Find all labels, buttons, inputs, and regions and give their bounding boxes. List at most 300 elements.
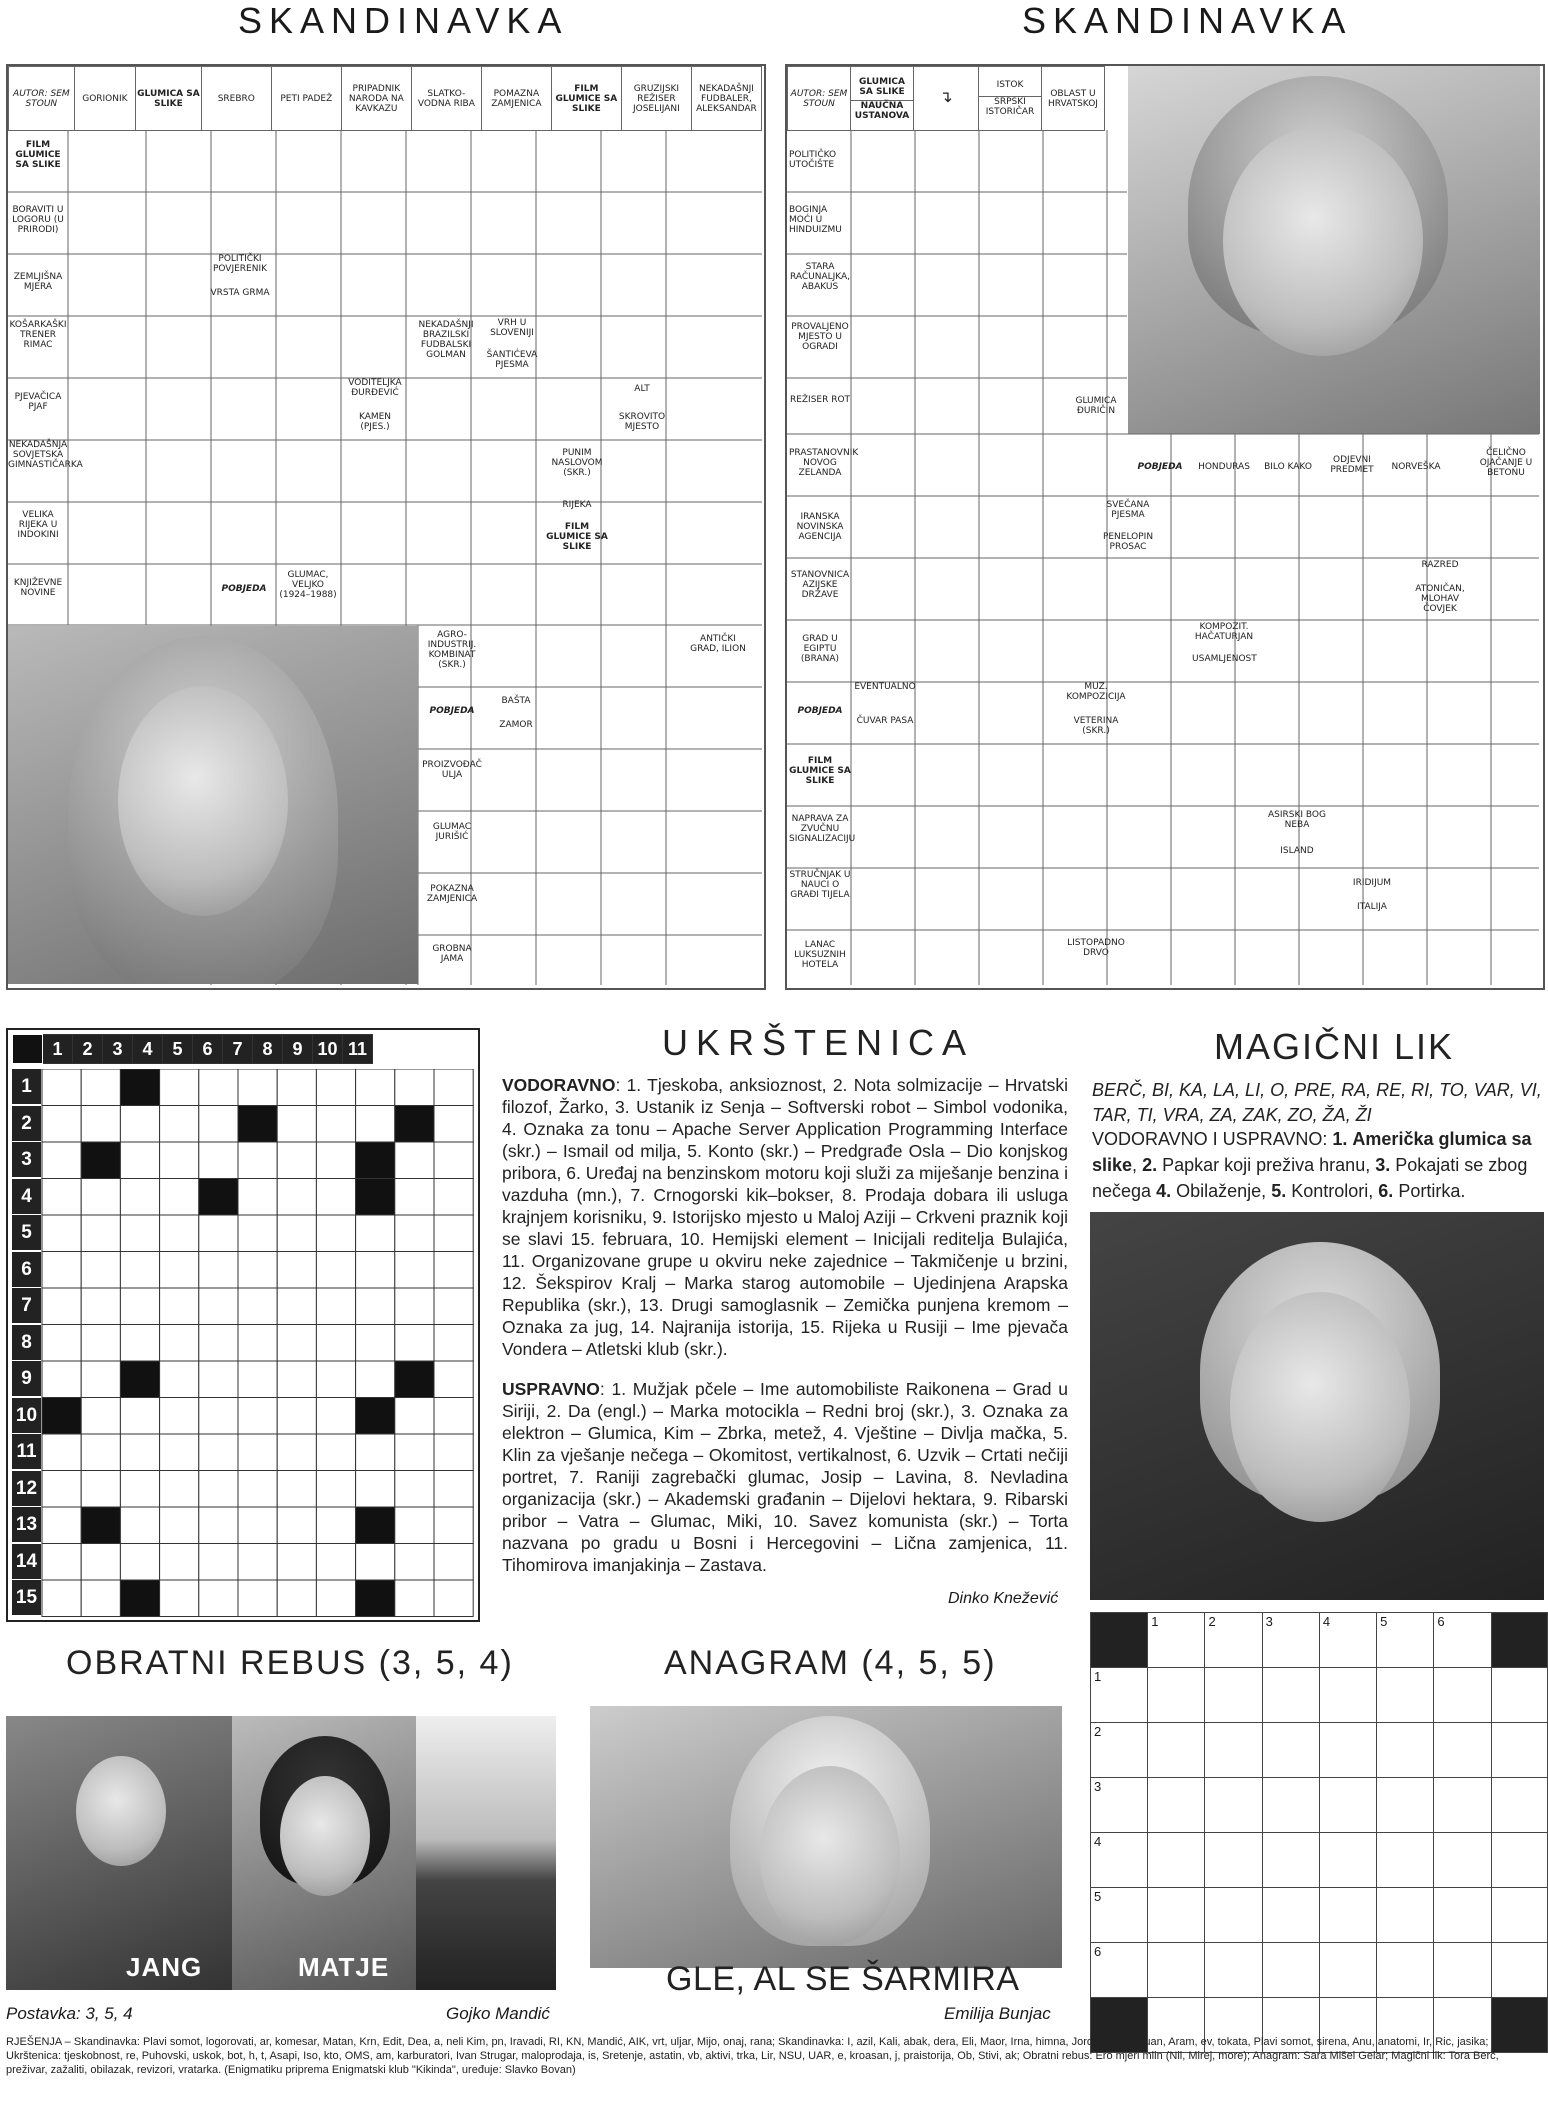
corner-cell: [1091, 1613, 1148, 1668]
grid-cell: [277, 1215, 316, 1252]
grid-cell: [238, 1325, 277, 1362]
clue-cell: ISLAND: [1280, 846, 1314, 856]
magicni-syllables: BERČ, BI, KA, LA, LI, O, PRE, RA, RE, RI, TO, VAR, VI, TAR, TI, VRA, ZA, ZAK, ZO, ŽA, ŽI: [1092, 1080, 1542, 1125]
grid-cell: [434, 1179, 473, 1216]
grid-cell: [81, 1471, 120, 1508]
grid-cell: [42, 1434, 81, 1471]
grid-cell: [120, 1507, 159, 1544]
clue-cell: VODITELJKA ĐURĐEVIĆ: [348, 378, 402, 398]
grid-cell: [238, 1252, 277, 1289]
grid-cell: [316, 1471, 355, 1508]
clue-cell: BILO KAKO: [1264, 462, 1312, 472]
grid-cell: [199, 1252, 238, 1289]
grid-cell: [238, 1544, 277, 1581]
clue-cell: PROIZVOĐAČ ULJA: [422, 760, 482, 780]
grid-cell: [316, 1361, 355, 1398]
clue-cell: OBLAST U HRVATSKOJ: [1042, 67, 1105, 131]
grid-cell: [199, 1142, 238, 1179]
grid-cell: [356, 1252, 395, 1289]
anagram-phrase: GLE, AL SE ŠARMIRA: [666, 1960, 1020, 1998]
grid-cell: [120, 1434, 159, 1471]
grid-cell: [160, 1288, 199, 1325]
grid-cell: [395, 1580, 434, 1617]
grid-cell: [434, 1507, 473, 1544]
grid-cell: [120, 1325, 159, 1362]
grid-cell: [395, 1434, 434, 1471]
row-number: 8: [12, 1325, 41, 1360]
grid-cell: 1: [1091, 1668, 1148, 1723]
grid-cell: [434, 1252, 473, 1289]
grid-cell: 3: [1091, 1778, 1148, 1833]
clue-cell: EVENTUALNO: [854, 682, 916, 692]
grid-cell: [81, 1398, 120, 1435]
grid-cell: [277, 1252, 316, 1289]
clue-cell: ZEMLJIŠNA MJERA: [13, 272, 63, 292]
clue-cell: POKAZNA ZAMJENICA: [426, 884, 478, 904]
clue-cell: SREBRO: [201, 67, 271, 131]
arrow-icon: ↴: [939, 87, 953, 106]
ukrstenica-grid: [12, 1034, 373, 1064]
obratni-rebus-title: OBRATNI REBUS (3, 5, 4): [66, 1644, 514, 1682]
row-number: 14: [12, 1544, 41, 1579]
corner-cell: [1491, 1613, 1547, 1668]
magicni-instructions: VODORAVNO I USPRAVNO: 1. Američka glumica sa slike, 2. Papkar koji preživa hranu, 3. Pokajati se zbog nečega 4. Obilaženje, 5. Kontrolori, 6. Portirka.: [1092, 1129, 1532, 1201]
row-number: 12: [12, 1471, 41, 1506]
clue-cell: NEKADAŠNJI BRAZILSKI FUDBALSKI GOLMAN: [418, 320, 474, 360]
grid-cell: [356, 1106, 395, 1143]
item-number: 3.: [1375, 1155, 1391, 1175]
row-number: 11: [12, 1434, 41, 1469]
actress-photo: [8, 626, 418, 984]
grid-cell: [277, 1142, 316, 1179]
grid-cell: [199, 1580, 238, 1617]
grid-cell: [238, 1398, 277, 1435]
clue-cell: LANAC LUKSUZNIH HOTELA: [794, 940, 846, 970]
clue-cell: GLUMICA SA SLIKE: [136, 67, 202, 131]
grid-cell: 4: [1319, 1613, 1376, 1668]
grid-cell: [395, 1398, 434, 1435]
row-number: 6: [12, 1252, 41, 1287]
grid-cell: [395, 1288, 434, 1325]
grid-cell: [356, 1434, 395, 1471]
vodoravno-clues: [502, 1074, 1068, 1360]
grid-cell: [395, 1215, 434, 1252]
grid-cell: [160, 1580, 199, 1617]
grid-cell: [434, 1288, 473, 1325]
item-text: Američka glumica sa slike: [1092, 1129, 1532, 1175]
grid-cell: [42, 1288, 81, 1325]
clue-cell: GLUMAC JURIŠIĆ: [432, 822, 472, 842]
clue-cell: ČELIČNO OJAČANJE U BETONU: [1479, 448, 1533, 478]
grid-cell: [42, 1544, 81, 1581]
grid-cell: [238, 1288, 277, 1325]
grid-cell: [277, 1544, 316, 1581]
clue-cell: BOGINJA MOĆI U HINDUIZMU: [789, 205, 842, 235]
grid-cell: [42, 1106, 81, 1143]
clue-cell: ATONIČAN, MLOHAV ČOVJEK: [1415, 584, 1465, 614]
grid-cell: [395, 1252, 434, 1289]
grid-cell: [277, 1288, 316, 1325]
ukrstenica-title: UKRŠTENICA: [662, 1022, 975, 1063]
col-number: 6: [193, 1035, 223, 1064]
grid-cell: [356, 1069, 395, 1106]
black-cell: [356, 1142, 395, 1179]
vodoravno-text: : 1. Tjeskoba, anksioznost, 2. Nota solmizacije – Hrvatski filozof, Žarko, 3. Ustanik iz Senja – Softverski robot – Simbol vodonika, 4. Oznaka za tonu – Apache Server Application Programming Interface (skr.) – Ismail od milja, 5. Konto (skr.) – Predgrađe Osla – Dio konjskog pribora, 6. Uređaj na benzinskom motoru koji služi za miješanje benzina i vazduha (mn.), 7. Crnogorski kik–bokser, 8. Prodaja dobara ili usluga krajnjem korisniku, 9. Istorijsko mjesto u Maloj Aziji – Crkveni praznik koji se slavi 15. februara, 10. Hemijski element – Inicijali reditelja Bulajića, 11. Organizovane grupe u okviru neke zajednice – Takmičenje u brzini, 12. Šekspirov Kralj – Marka starog automobile – Ujedinjena Arapska Republika (skr.), 13. Drugi samoglasnik – Zemička punjena kremom – Oznaka za jug, 14. Najranija istorija, 15. Rijeka u Rusiji – Ime pjevača Vondera – Atletski klub (skr.).: [502, 1075, 1068, 1359]
grid-cell: [42, 1252, 81, 1289]
clue-cell: STANOVNICA AZIJSKE DRŽAVE: [790, 570, 850, 600]
clue-cell: STRUČNJAK U NAUCI O GRAĐI TIJELA: [789, 870, 851, 900]
grid-cell: [81, 1252, 120, 1289]
clue-cell: FILM GLUMICE SA SLIKE: [551, 67, 621, 131]
clue-cell: POBJEDA: [797, 706, 843, 716]
grid-cell: [316, 1434, 355, 1471]
solutions-text: RJEŠENJA – Skandinavka: Plavi somot, logorovati, ar, komesar, Matan, Krn, Edit, Dea, a, neli Kim, pn, Iravadi, RI, KN, Mandić, AIK, vrt, uljar, Mijo, onaj, rana; Skandinavka: I, azil, Kali, abak, dera, Eli, Maor, Irna, himna, Jordanka, r, Asuan, Aram, ev, tokata, Plavi somot, sirena, Anu, anatomi, Ir, Ric, jasika; Ukrštenica: tjeskobnost, re, Puhovski, uskok, bot, h, t, Asapi, Iso, kto, OMS, am, karburatori, Ivan Strugar, maloprodaja, is, Sretenje, astatin, vb, aktivi, trka, Lir, NSU, UAR, e, kroasan, j, praistorija, Ob, Stivi, ak; Obratni rebus: Ero mjeri mlin (Nil, Mirej, more); Anagram: Sara Mišel Gelar; Magični lik: Tora Berč, preživar, zažaliti, obilazak, revizori, vratarka. (Enigmatiku priprema Enigmatski klub "Kikinda", uređuje: Slavko Bovan): [6, 2036, 1499, 2076]
magicni-lik-grid: [1090, 1612, 1548, 2053]
clue-cell: GORIONIK: [74, 67, 135, 131]
grid-cell: [395, 1142, 434, 1179]
row-number: 13: [12, 1507, 41, 1542]
item-text: Portirka: [1398, 1181, 1461, 1201]
clue-cell: VETERINA (SKR.): [1073, 716, 1119, 736]
grid-cell: [160, 1544, 199, 1581]
rebus-label: JANG: [126, 1952, 203, 1982]
clue-cell: STARA RAČUNALJKA, ABAKUS: [789, 262, 851, 292]
grid-cell: [277, 1471, 316, 1508]
grid-cell: [81, 1325, 120, 1362]
grid-cell: [356, 1361, 395, 1398]
grid-cell: [356, 1471, 395, 1508]
row-number: 2: [12, 1106, 41, 1141]
col-number: 5: [163, 1035, 193, 1064]
item-number: 5.: [1271, 1181, 1287, 1201]
grid-cell: 2: [1091, 1723, 1148, 1778]
rebus-photo-sea: [416, 1716, 556, 1990]
instruction-label: VODORAVNO I USPRAVNO:: [1092, 1129, 1328, 1149]
grid-cell: [316, 1179, 355, 1216]
grid-cell: [160, 1069, 199, 1106]
col-number: 8: [253, 1035, 283, 1064]
grid-cell: [42, 1471, 81, 1508]
grid-cell: [434, 1544, 473, 1581]
clue-cell: POMAZNA ZAMJENICA: [481, 67, 551, 131]
clue-cell: POBJEDA: [1137, 462, 1183, 472]
row-number: 5: [12, 1215, 41, 1250]
grid-cell: [160, 1179, 199, 1216]
grid-cell: [81, 1434, 120, 1471]
clue-cell: GRAD U EGIPTU (BRANA): [800, 634, 840, 664]
grid-cell: [238, 1507, 277, 1544]
black-cell: [120, 1361, 159, 1398]
grid-cell: [356, 1544, 395, 1581]
grid-cell: [356, 1288, 395, 1325]
item-number: 6.: [1378, 1181, 1394, 1201]
clue-cell: SLATKO-VODNA RIBA: [411, 67, 481, 131]
clue-cell: ALT: [634, 384, 650, 394]
clue-cell: PJEVAČICA PJAF: [14, 392, 62, 412]
grid-cell: [120, 1106, 159, 1143]
grid-cell: [160, 1106, 199, 1143]
clue-cell: VRSTA GRMA: [210, 288, 270, 298]
clue-cell: GLUMAC, VELJKO (1924–1988): [279, 570, 337, 600]
black-cell: [395, 1106, 434, 1143]
black-cell: [238, 1106, 277, 1143]
clue-cell: ISTOK: [996, 80, 1024, 90]
grid-cell: [316, 1398, 355, 1435]
grid-cell: [238, 1069, 277, 1106]
clue-cell: KOŠARKAŠKI TRENER RIMAC: [9, 320, 67, 350]
clue-cell: NAUČNA USTANOVA: [851, 100, 913, 121]
clue-cell: POLITIČKI POVJERENIK: [212, 254, 268, 274]
rebus-photo-singer: [6, 1716, 232, 1990]
actress-photo: [1090, 1212, 1544, 1600]
clue-cell: MUZ. KOMPOZICIJA: [1066, 682, 1126, 702]
grid-cell: 6: [1434, 1613, 1491, 1668]
grid-cell: [199, 1106, 238, 1143]
clue-cell: FILM GLUMICE SA SLIKE: [15, 140, 61, 170]
ukrstenica-author: Dinko Knežević: [948, 1590, 1059, 1607]
left-skandinavka-header: [8, 66, 762, 131]
clue-cell: BAŠTA: [501, 696, 531, 706]
row-number: 3: [12, 1142, 41, 1177]
clue-cell: NEKADAŠNJA SOVJETSKA GIMNASTIČARKA: [8, 440, 83, 470]
anagram-title: ANAGRAM (4, 5, 5): [664, 1644, 997, 1682]
clue-cell: ZAMOR: [499, 720, 533, 730]
rebus-label: MATJE: [298, 1952, 390, 1982]
grid-cell: [160, 1471, 199, 1508]
grid-cell: [316, 1069, 355, 1106]
grid-cell: [199, 1398, 238, 1435]
grid-cell: [81, 1288, 120, 1325]
grid-cell: [434, 1580, 473, 1617]
grid-cell: [277, 1325, 316, 1362]
clue-cell: PENELOPIN PROSAC: [1102, 532, 1154, 552]
right-grid-lines: [787, 130, 1539, 985]
grid-cell: [395, 1471, 434, 1508]
grid-cell: [42, 1069, 81, 1106]
clue-cell: BORAVITI U LOGORU (U PRIRODI): [12, 205, 64, 235]
grid-cell: [81, 1179, 120, 1216]
grid-cell: [120, 1179, 159, 1216]
grid-cell: 5: [1377, 1613, 1434, 1668]
clue-cell: POBJEDA: [429, 706, 475, 716]
clue-cell: NEKADAŠNJI FUDBALER, ALEKSANDAR: [691, 67, 761, 131]
clue-cell: KOMPOZIT. HAČATURJAN: [1194, 622, 1254, 642]
grid-cell: [434, 1471, 473, 1508]
row-number: 4: [12, 1179, 41, 1214]
grid-cell: [434, 1434, 473, 1471]
grid-cell: [81, 1215, 120, 1252]
clue-cell: ITALIJA: [1357, 902, 1387, 912]
clue-cell: REŽISER ROT: [789, 395, 851, 405]
item-text: Papkar koji preživa hranu: [1162, 1155, 1366, 1175]
author-clue: AUTOR: SEM STOUN: [9, 67, 75, 131]
clue-cell: VRH U SLOVENIJI: [490, 318, 534, 338]
grid-cell: [238, 1179, 277, 1216]
grid-cell: [238, 1361, 277, 1398]
grid-cell: [316, 1252, 355, 1289]
grid-cell: [42, 1142, 81, 1179]
grid-cell: [160, 1325, 199, 1362]
left-puzzle-title: SKANDINAVKA: [238, 0, 569, 41]
grid-cell: [120, 1142, 159, 1179]
clue-cell: PUNIM NASLOVOM (SKR.): [551, 448, 603, 478]
clue-cell: ŠANTIĆEVA PJESMA: [486, 350, 538, 370]
black-cell: [199, 1179, 238, 1216]
right-puzzle-title: SKANDINAVKA: [1022, 0, 1353, 41]
grid-cell: [42, 1215, 81, 1252]
anagram-photo: [590, 1706, 1062, 1968]
grid-cell: [434, 1398, 473, 1435]
black-cell: [120, 1580, 159, 1617]
black-cell: [120, 1069, 159, 1106]
black-cell: [356, 1507, 395, 1544]
rebus-postavka: Postavka: 3, 5, 4: [6, 2004, 133, 2023]
uspravno-text: : 1. Mužjak pčele – Ime automobiliste Raikonena – Grad u Siriji, 2. Da (engl.) – Marka motocikla – Redni broj (skr.), 3. Oznaka za elektron – Glumica, Kim – Zbrka, metež, 4. Vještine – Divlja mačka, 5. Klin za vješanje nečega – Okomitost, vertikalnost, 6. Uzvik – Crtati nečiji portret, 7. Raniji zagrebački glumac, Josip – Lavina, 8. Nevladina organizacija (skr.) – Akademski građanin – Dijelovi hektara, 9. Ribarski pribor – Vatra – Glumac, Miki, 10. Savez komunista (skr.) – Torta nazvana po gradu u Bosni i Hercegovini – Lična zamjenica, 11. Tihomirova imanjakinja – Zastava.: [502, 1379, 1068, 1575]
clue-cell: PETI PADEŽ: [271, 67, 341, 131]
clue-cell: AGRO-INDUSTRIJ. KOMBINAT (SKR.): [427, 630, 477, 670]
grid-cell: [434, 1106, 473, 1143]
uspravno-clues: [502, 1378, 1068, 1576]
clue-cell: PROVALJENO MJESTO U OGRADI: [791, 322, 849, 352]
grid-cell: [199, 1544, 238, 1581]
clue-cell: ODJEVNI PREDMET: [1330, 455, 1374, 475]
grid-cell: [42, 1361, 81, 1398]
row-number: 7: [12, 1288, 41, 1323]
clue-cell: GLUMICA SA SLIKE: [859, 76, 905, 97]
grid-cell: [277, 1361, 316, 1398]
grid-cell: 6: [1091, 1943, 1148, 1998]
grid-cell: [316, 1507, 355, 1544]
grid-cell: [81, 1106, 120, 1143]
clue-cell: RIJEKA: [562, 500, 592, 510]
clue-cell: NAPRAVA ZA ZVUČNU SIGNALIZACIJU: [789, 814, 856, 844]
clue-cell: GROBNA JAMA: [432, 944, 472, 964]
clue-cell: PRIPADNIK NARODA NA KAVKAZU: [341, 67, 411, 131]
grid-cell: [199, 1361, 238, 1398]
clue-cell: RAZRED: [1421, 560, 1459, 570]
grid-cell: [199, 1325, 238, 1362]
grid-cell: [395, 1507, 434, 1544]
grid-cell: [434, 1361, 473, 1398]
black-cell: [356, 1179, 395, 1216]
vodoravno-label: VODORAVNO: [502, 1075, 616, 1095]
grid-cell: [395, 1179, 434, 1216]
grid-cell: [199, 1507, 238, 1544]
grid-cell: 1: [1148, 1613, 1205, 1668]
grid-cell: [277, 1069, 316, 1106]
clue-cell: SVEČANA PJESMA: [1106, 500, 1150, 520]
grid-cell: [160, 1142, 199, 1179]
clue-cell: SRPSKI ISTORIČAR: [979, 96, 1041, 117]
black-cell: [395, 1361, 434, 1398]
grid-cell: [199, 1069, 238, 1106]
grid-cell: [42, 1580, 81, 1617]
grid-cell: 2: [1205, 1613, 1262, 1668]
grid-cell: [160, 1361, 199, 1398]
clue-cell: HONDURAS: [1198, 462, 1250, 472]
grid-cell: [81, 1544, 120, 1581]
black-cell: [81, 1507, 120, 1544]
col-number: 2: [73, 1035, 103, 1064]
grid-cell: [316, 1544, 355, 1581]
grid-cell: [160, 1507, 199, 1544]
grid-cell: [199, 1434, 238, 1471]
grid-cell: [277, 1179, 316, 1216]
grid-cell: [238, 1142, 277, 1179]
item-text: Kontrolori: [1291, 1181, 1369, 1201]
clue-cell: ANTIČKI GRAD, ILION: [690, 634, 746, 654]
grid-cell: [120, 1471, 159, 1508]
grid-cell: 4: [1091, 1833, 1148, 1888]
grid-cell: [434, 1325, 473, 1362]
grid-cell: [199, 1215, 238, 1252]
grid-cell: [277, 1507, 316, 1544]
uspravno-label: USPRAVNO: [502, 1379, 600, 1399]
col-number: 1: [43, 1035, 73, 1064]
grid-cell: [120, 1215, 159, 1252]
clue-cell: PRASTANOVNIK NOVOG ZELANDA: [789, 448, 859, 478]
grid-cell: [395, 1544, 434, 1581]
grid-cell: [395, 1325, 434, 1362]
row-number: 15: [12, 1580, 41, 1615]
col-number: 10: [313, 1035, 343, 1064]
grid-cell: [356, 1325, 395, 1362]
author-clue: AUTOR: SEM STOUN: [788, 67, 851, 131]
grid-cell: [13, 1035, 43, 1064]
rebus-author: Gojko Mandić: [446, 2004, 550, 2023]
item-number: 4.: [1156, 1181, 1172, 1201]
col-number: 11: [343, 1035, 373, 1064]
grid-cell: [277, 1434, 316, 1471]
magicni-lik-title: MAGIČNI LIK: [1214, 1026, 1455, 1067]
clue-cell: VELIKA RIJEKA U INDOKINI: [17, 510, 59, 540]
grid-cell: [238, 1580, 277, 1617]
grid-cell: [277, 1106, 316, 1143]
grid-cell: [81, 1069, 120, 1106]
clue-cell: GLUMICA ĐURIČIN: [1075, 396, 1117, 416]
grid-cell: [199, 1288, 238, 1325]
grid-cell: [434, 1069, 473, 1106]
col-number: 3: [103, 1035, 133, 1064]
grid-cell: [277, 1398, 316, 1435]
grid-cell: [277, 1580, 316, 1617]
grid-cell: [434, 1215, 473, 1252]
grid-cell: [42, 1325, 81, 1362]
clue-cell: ASIRSKI BOG NEBA: [1268, 810, 1326, 830]
grid-cell: 5: [1091, 1888, 1148, 1943]
grid-cell: [316, 1142, 355, 1179]
anagram-author: Emilija Bunjac: [944, 2004, 1051, 2023]
grid-cell: [81, 1580, 120, 1617]
clue-cell: KNJIŽEVNE NOVINE: [13, 578, 63, 598]
grid-cell: [160, 1398, 199, 1435]
grid-cell: [238, 1434, 277, 1471]
grid-cell: [42, 1507, 81, 1544]
clue-cell: IRANSKA NOVINSKA AGENCIJA: [796, 512, 844, 542]
row-number: 10: [12, 1398, 41, 1433]
grid-cell: [120, 1398, 159, 1435]
clue-cell: ČUVAR PASA: [856, 716, 914, 726]
row-number: 1: [12, 1069, 41, 1104]
grid-cell: [120, 1544, 159, 1581]
item-text: Pokajati se zbog nečega: [1092, 1155, 1528, 1201]
grid-cell: [316, 1288, 355, 1325]
grid-cell: [120, 1252, 159, 1289]
col-number: 7: [223, 1035, 253, 1064]
grid-cell: 3: [1262, 1613, 1319, 1668]
clue-cell: FILM GLUMICE SA SLIKE: [789, 756, 851, 786]
grid-cell: [160, 1252, 199, 1289]
